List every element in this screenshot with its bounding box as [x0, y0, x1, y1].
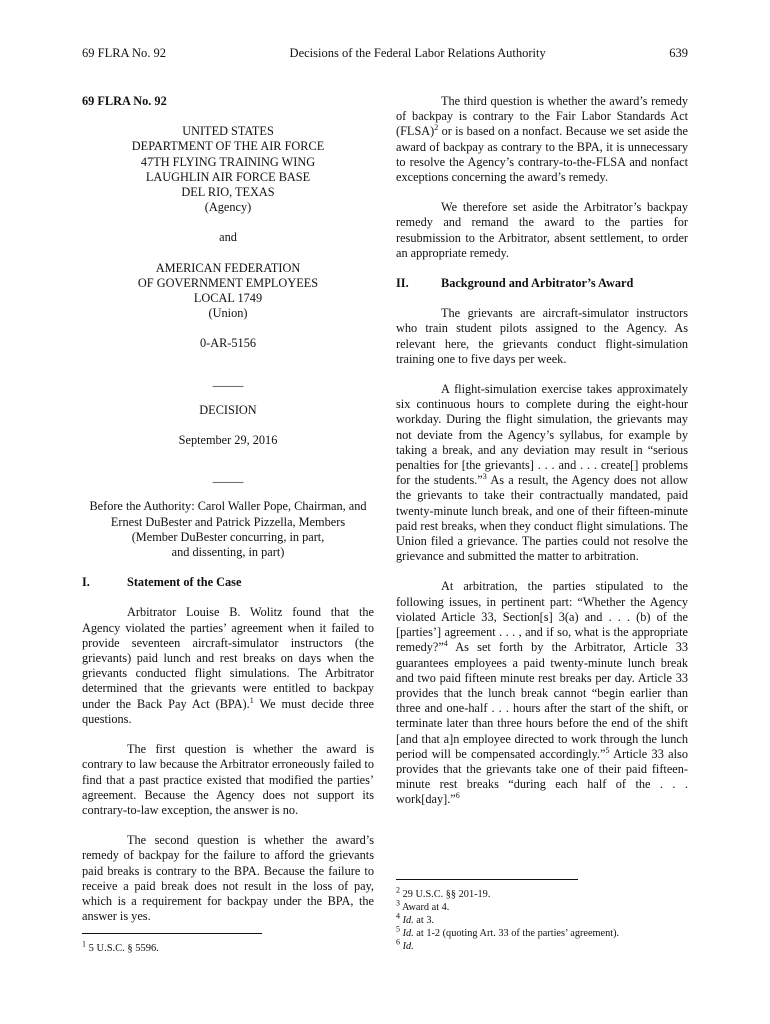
paragraph [396, 579, 688, 807]
footnote [396, 898, 619, 914]
footnote-divider [82, 933, 262, 934]
paragraph-text: We must decide three questions. [82, 696, 374, 726]
footnote-ref[interactable]: 3 [482, 472, 487, 482]
case-number: 69 FLRA No. 92 [82, 94, 167, 108]
footnote-cite: Id. [402, 941, 414, 952]
running-head-title: Decisions of the Federal Labor Relations Authority [289, 46, 546, 60]
footnote-number: 5 [396, 924, 400, 934]
page-number: 639 [669, 46, 688, 60]
right-column [396, 94, 688, 808]
and-separator: and [219, 230, 237, 245]
union-line: (Union) [208, 306, 248, 321]
footnote-number: 6 [396, 937, 400, 947]
paragraph [396, 94, 688, 185]
agency-line: 47TH FLYING TRAINING WING [140, 154, 316, 169]
union-line: OF GOVERNMENT EMPLOYEES [137, 275, 319, 290]
agency-line: LAUGHLIN AIR FORCE BASE [145, 169, 311, 184]
agency-line: (Agency) [204, 200, 252, 215]
agency-caption [82, 124, 374, 215]
paragraph-text: A flight-simulation exercise takes approximately six continuous hours to complete during the eight-hour workday. During the flight simulation, the grievants may not deviate from the Agency’s syllabus, for example by taking a break, and any deviation may result in “serious penalties for [the grievants] . . . and . . . create[] problems for the students.” [396, 382, 688, 488]
footnotes-right [396, 885, 620, 953]
panel-statement [82, 499, 374, 560]
footnote-cite: Id. [402, 928, 414, 939]
paragraph [82, 605, 374, 727]
paragraph: The second question is whether the award’s remedy of backpay for the failure to afford the grievants paid breaks is contrary to the BPA. Because the failure to receive a paid break does not result in the loss of pay, which is a requirement for backpay under the BPA, the answer is yes. [82, 833, 374, 924]
footnote-ref[interactable]: 6 [455, 791, 460, 801]
agency-line: DEPARTMENT OF THE AIR FORCE [131, 139, 325, 154]
footnote [396, 885, 619, 901]
paragraph-text: Article 33 also provides that the grievants take one of their paid fifteen-minute rest breaks “during each half of the . . . work[day].” [396, 746, 688, 807]
footnote-ref[interactable]: 2 [434, 123, 439, 133]
paragraph-text: As set forth by the Arbitrator, Article 33 guarantees employees a paid twenty-minute lunch break and two paid fifteen minute rest breaks per day. Article 33 provides that the lunch break cannot “begin earlier than three and one-half . . . hours after the start of the shift, or terminate later than three hours before the end of the shift [and that a]n employee directed to work through the lunch period will be compensated accordingly.” [396, 640, 688, 761]
panel-line: Before the Authority: Carol Waller Pope, Chairman, and [89, 499, 367, 514]
footnote-text: 29 U.S.C. §§ 201-19. [400, 889, 491, 900]
footnote-ref[interactable]: 1 [249, 695, 254, 705]
paragraph-text: Arbitrator Louise B. Wolitz found that the Agency violated the parties’ agreement when it failed to provide seventeen aircraft-simulator instructors (the grievants) paid lunch and rest breaks on days when the grievants conducted flight simulations. The Arbitrator determined that the grievants were entitled to backpay under the Back Pay Act (BPA). [82, 605, 374, 711]
footnote [396, 937, 619, 953]
paragraph-text: At arbitration, the parties stipulated to the following issues, in pertinent part: “Whether the Agency violated Article 33, Section[s] 3(a) and . . . (b) of the [parties’] agreement . . . , and if so, what is the appropriate remedy?” [396, 579, 688, 655]
section-heading [82, 575, 374, 590]
footnote-number: 1 [82, 939, 86, 949]
panel-line: Ernest DuBester and Patrick Pizzella, Members [110, 514, 346, 529]
separator-line: _____ [212, 373, 244, 388]
footnote-number: 3 [396, 898, 400, 908]
section-number: II. [396, 276, 409, 291]
paragraph [396, 382, 688, 564]
footnote [396, 924, 620, 940]
footnote-text: at 3. [413, 915, 435, 926]
footnote-number: 2 [396, 885, 400, 895]
union-caption [82, 261, 374, 322]
decision-label: DECISION [199, 402, 257, 417]
agency-line: DEL RIO, TEXAS [181, 185, 275, 200]
paragraph: The first question is whether the award is contrary to law because the Arbitrator erroneously failed to find that a past practice existed that modified the parties’ agreement. Because the Agency does not support its contrary-to-law exception, the answer is no. [82, 742, 374, 817]
section-title: Statement of the Case [127, 575, 242, 590]
footnote-ref[interactable]: 5 [605, 745, 610, 755]
left-column [82, 94, 374, 924]
agency-line: UNITED STATES [182, 124, 274, 139]
footnote-divider [396, 879, 578, 880]
footnote-cite: Id. [402, 915, 414, 926]
paragraph: The grievants are aircraft-simulator instructors who train student pilots assigned to the Agency. As relevant here, the grievants conduct flight-simulation training one to five days per week. [396, 306, 688, 366]
decision-date: September 29, 2016 [178, 433, 278, 448]
union-line: AMERICAN FEDERATION [155, 260, 301, 275]
paragraph-text: The third question is whether the award’s remedy of backpay is contrary to the Fair Labor Standards Act (FLSA) [396, 94, 688, 139]
section-number: I. [82, 575, 90, 590]
panel-line: (Member DuBester concurring, in part, [131, 529, 325, 544]
panel-line: and dissenting, in part) [171, 545, 285, 560]
paragraph-text: or is based on a nonfact. Because we set aside the award of backpay as contrary to the BPA, it is unnecessary to resolve the Agency’s contrary-to-the-FLSA and nonfact exceptions concerning the award’s remedy. [396, 124, 688, 185]
union-line: LOCAL 1749 [193, 291, 263, 306]
footnote [82, 939, 159, 954]
running-head [82, 46, 688, 61]
footnote-text: Award at 4. [400, 902, 450, 913]
paragraph-text: As a result, the Agency does not allow the grievants to take their contractually mandated, paid twenty-minute lunch break, and one of their fifteen-minute paid rest breaks, when they conduct flight simulations. The Union filed a grievance. The parties could not resolve the grievance and submitted the matter to arbitration. [396, 473, 688, 564]
footnotes-left [82, 939, 159, 954]
footnote-ref[interactable]: 4 [443, 639, 448, 649]
running-head-case: 69 FLRA No. 92 [82, 46, 167, 60]
paragraph: We therefore set aside the Arbitrator’s backpay remedy and remand the award to the parties for resubmission to the Arbitrator, absent settlement, to order an appropriate remedy. [396, 200, 688, 260]
footnote-text: 5 U.S.C. § 5596. [86, 943, 159, 954]
footnote-number: 4 [396, 911, 400, 921]
footnote [396, 911, 619, 927]
footnote-text: at 1-2 (quoting Art. 33 of the parties’ agreement). [413, 928, 620, 939]
section-title: Background and Arbitrator’s Award [441, 276, 634, 291]
docket-number: 0-AR-5156 [199, 336, 256, 351]
section-heading [396, 276, 688, 291]
separator-line: _____ [212, 470, 244, 485]
